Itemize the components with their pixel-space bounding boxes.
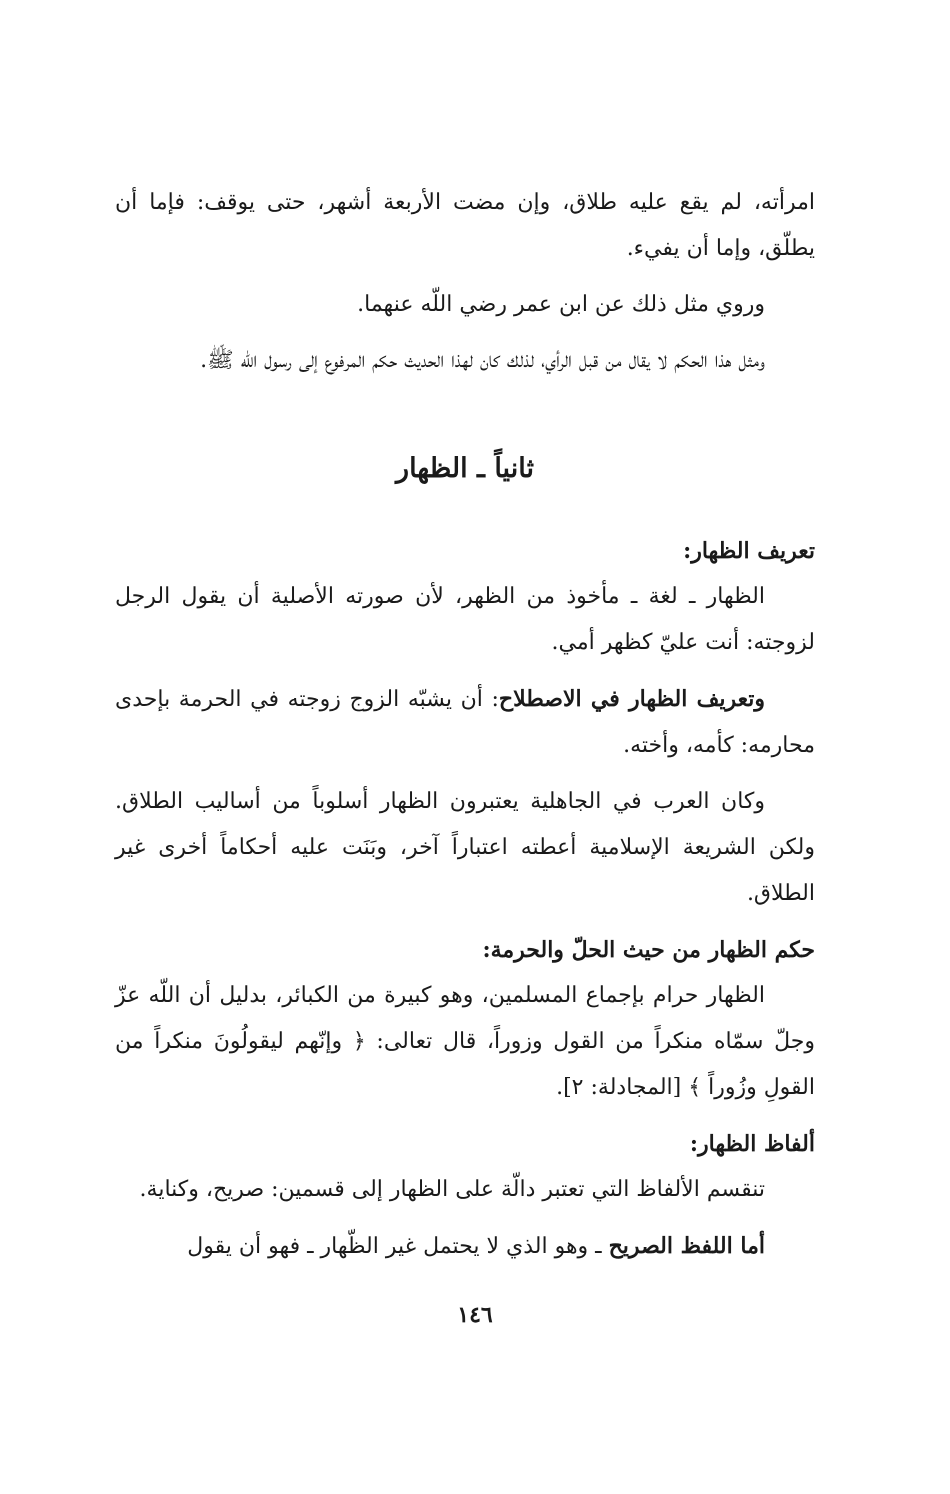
- page-number: ١٤٦: [457, 1302, 493, 1328]
- technical-definition-term: وتعريف الظهار في الاصطلاح: [498, 686, 765, 712]
- paragraph-ruling: الظهار حرام بإجماع المسلمين، وهو كبيرة من الكبائر، بدليل أن اللّه عزّ وجلّ سمّاه منكراً من القول وزوراً، قال تعالى: ﴿ وإنّهم ليقولُونَ منكراً من القولِ وزُوراً ﴾ [المجادلة: ٢].: [115, 983, 815, 1100]
- paragraph-linguistic-definition: الظهار ـ لغة ـ مأخوذ من الظهر، لأن صورته الأصلية أن يقول الرجل لزوجته: أنت عليّ كظهر أمي.: [115, 584, 815, 655]
- paragraph-continuation: امرأته، لم يقع عليه طلاق، وإن مضت الأربعة أشهر، حتى يوقف: فإما أن يطلّق، وإما أن يفيء.: [115, 190, 815, 261]
- paragraph-technical-definition: [115, 676, 815, 769]
- section-title: ثانياً ـ الظهار: [396, 453, 534, 484]
- subheading-definition: تعريف الظهار:: [683, 538, 815, 564]
- explicit-term-text: ـ وهو الذي لا يحتمل غير الظّهار ـ فهو أن يقول: [187, 1234, 609, 1259]
- subheading-terms: ألفاظ الظهار:: [689, 1131, 815, 1157]
- paragraph-ibn-umar: وروي مثل ذلك عن ابن عمر رضي اللّه عنهما.: [357, 292, 765, 317]
- page-body: [115, 180, 815, 1280]
- explicit-term-label: أما اللفظ الصريح: [608, 1233, 765, 1259]
- paragraph-jahiliyya: وكان العرب في الجاهلية يعتبرون الظهار أسلوباً من أساليب الطلاق. ولكن الشريعة الإسلامية أعطته اعتباراً آخر، وبَنَت عليه أحكاماً أخرى غير الطلاق.: [115, 789, 815, 906]
- paragraph-hukm-marfu: ومثل هذا الحكم لا يقال من قبل الرأي، لذلك كان لهذا الحديث حكم المرفوع إلى رسول اللّه ﷺ.: [200, 348, 765, 373]
- paragraph-terms-division: تنقسم الألفاظ التي تعتبر دالّة على الظهار إلى قسمين: صريح، وكناية.: [139, 1177, 765, 1202]
- technical-definition-text: : أن يشبّه الزوج زوجته في الحرمة بإحدى محارمه: كأمه، وأخته.: [115, 687, 815, 758]
- paragraph-explicit-term: [115, 1223, 815, 1270]
- subheading-ruling: حكم الظهار من حيث الحلّ والحرمة:: [482, 937, 815, 963]
